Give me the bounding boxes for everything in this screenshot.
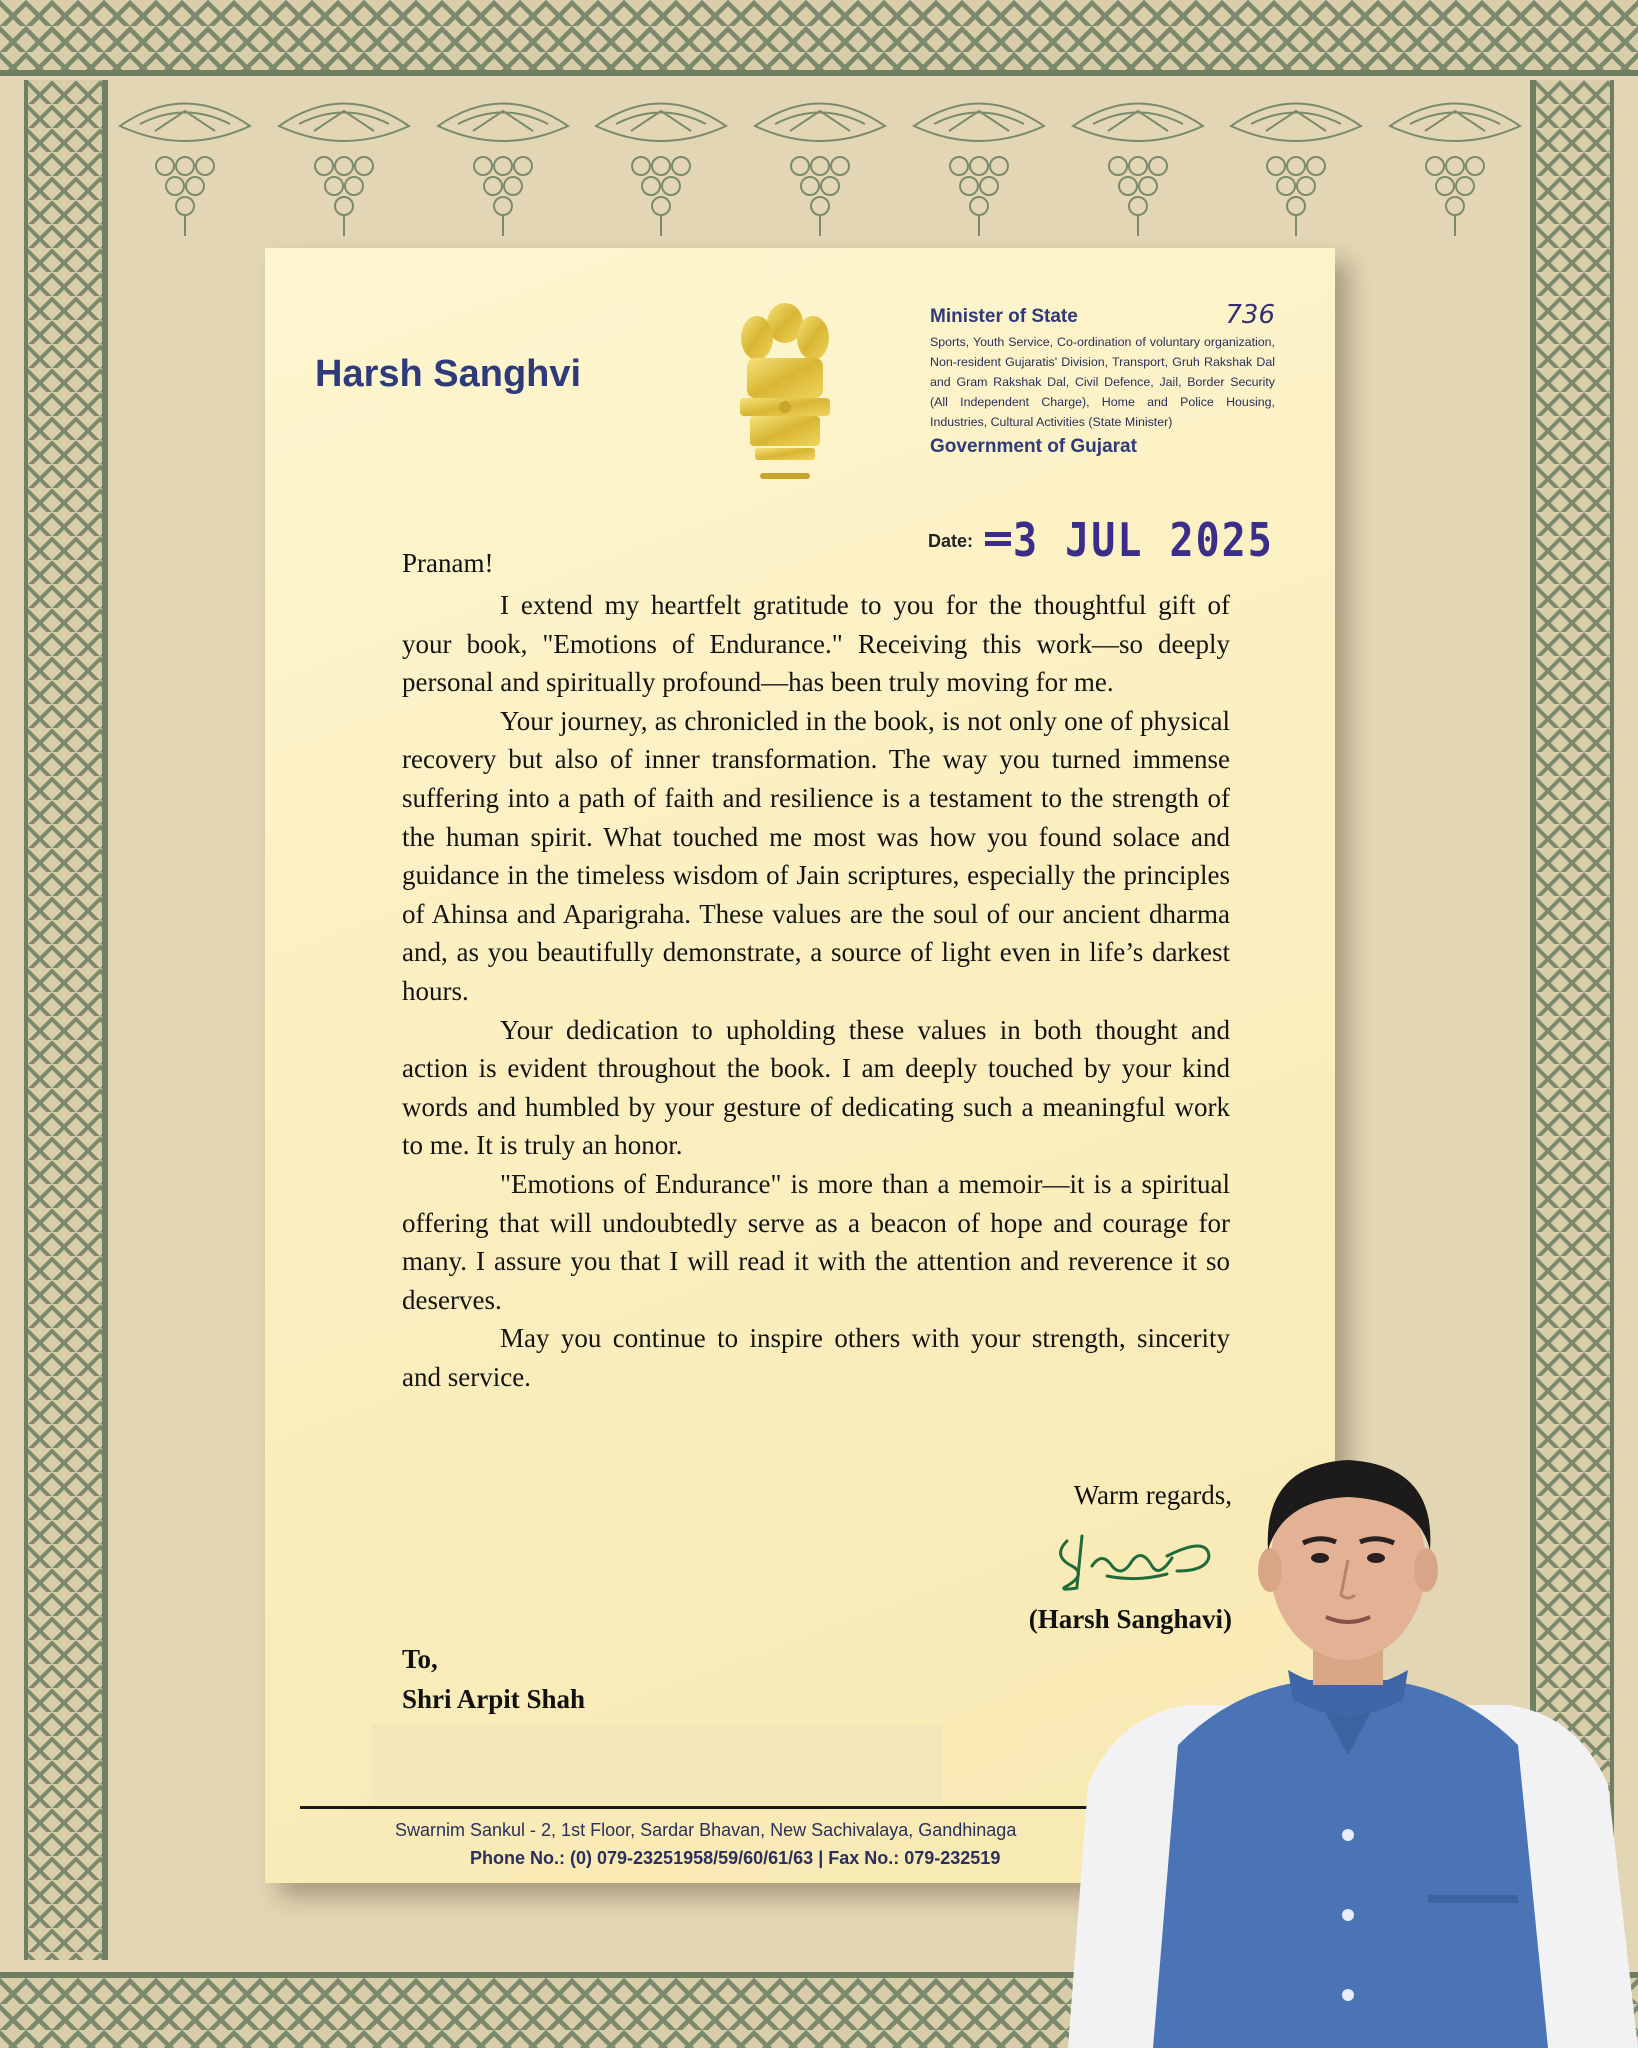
floral-motif-icon xyxy=(110,86,260,246)
footer-address: Swarnim Sankul - 2, 1st Floor, Sardar Bhavan, New Sachivalaya, Gandhinaga xyxy=(395,1820,1017,1840)
salutation: Pranam! xyxy=(402,548,494,578)
frame-top-border xyxy=(0,0,1638,76)
floral-motif-icon xyxy=(904,86,1054,246)
letterhead-name: Harsh Sanghvi xyxy=(315,353,582,395)
ministry-title: Minister of State xyxy=(930,306,1078,327)
body-paragraph: I extend my heartfelt gratitude to you for the thoughtful gift of your book, "Emotions of Endurance." Receiving this work—so deeply personal and spiritually profound—has been truly moving for me. xyxy=(402,590,1230,698)
footer-phone: Phone No.: (0) 079-23251958/59/60/61/63 | Fax No.: 079-232519 xyxy=(470,1848,1001,1868)
reference-number: 736 xyxy=(1225,300,1275,330)
ministry-portfolio: Sports, Youth Service, Co-ordination of voluntary organization, Non-resident Gujaratis' Division, Transport, Gruh Rakshak Dal and Gram Rakshak Dal, Civil Defence, Jail, Border Security (All Independent Charge), Home and Police Housing, Industries, Cultural Activities (State Minister) xyxy=(930,335,1275,429)
to-label: To, xyxy=(402,1644,438,1674)
state-emblem-icon xyxy=(725,288,845,488)
floral-motif-icon xyxy=(428,86,578,246)
portrait-photo xyxy=(1058,1455,1638,2048)
body-paragraph: Your journey, as chronicled in the book, is not only one of physical recovery but also of inner transformation. The way you turned immense suffering into a path of faith and resilience is a testament to the strength of the human spirit. What touched me most was how you found solace and guidance in the timeless wisdom of Jain scriptures, especially the principles of Ahinsa and Aparigraha. These values are the soul of our ancient dharma and, as you beautifully demonstrate, a source of light even in life’s darkest hours. xyxy=(402,705,1230,1006)
stamp-mark-icon xyxy=(983,528,1013,554)
date-label: Date: xyxy=(928,530,974,551)
closing: Warm regards, xyxy=(1073,1480,1232,1510)
floral-motif-icon xyxy=(745,86,895,246)
floral-motif-row xyxy=(110,86,1530,246)
date-block xyxy=(928,514,1274,568)
floral-motif-icon xyxy=(1063,86,1213,246)
redacted-address xyxy=(372,1725,942,1803)
recipient-name: Shri Arpit Shah xyxy=(402,1684,586,1714)
signatory-name: (Harsh Sanghavi) xyxy=(1028,1604,1232,1634)
floral-motif-icon xyxy=(586,86,736,246)
ministry-block xyxy=(930,300,1275,458)
floral-motif-icon xyxy=(269,86,419,246)
date-stamp: 3 JUL 2025 xyxy=(1013,514,1274,568)
body-paragraph: Your dedication to upholding these values in both thought and action is evident throughout the book. I am deeply touched by your kind words and humbled by your gesture of dedicating such a meaningful work to me. It is truly an honor. xyxy=(402,1014,1230,1161)
frame-left-border xyxy=(24,80,108,1960)
floral-motif-icon xyxy=(1380,86,1530,246)
body-paragraph: May you continue to inspire others with your strength, sincerity and service. xyxy=(402,1323,1230,1392)
government-name: Government of Gujarat xyxy=(930,436,1137,457)
letter-body xyxy=(402,586,1230,1396)
floral-motif-icon xyxy=(1221,86,1371,246)
body-paragraph: "Emotions of Endurance" is more than a memoir—it is a spiritual offering that will undoubtedly serve as a beacon of hope and courage for many. I assure you that I will read it with the attention and reverence it so deserves. xyxy=(402,1168,1230,1315)
